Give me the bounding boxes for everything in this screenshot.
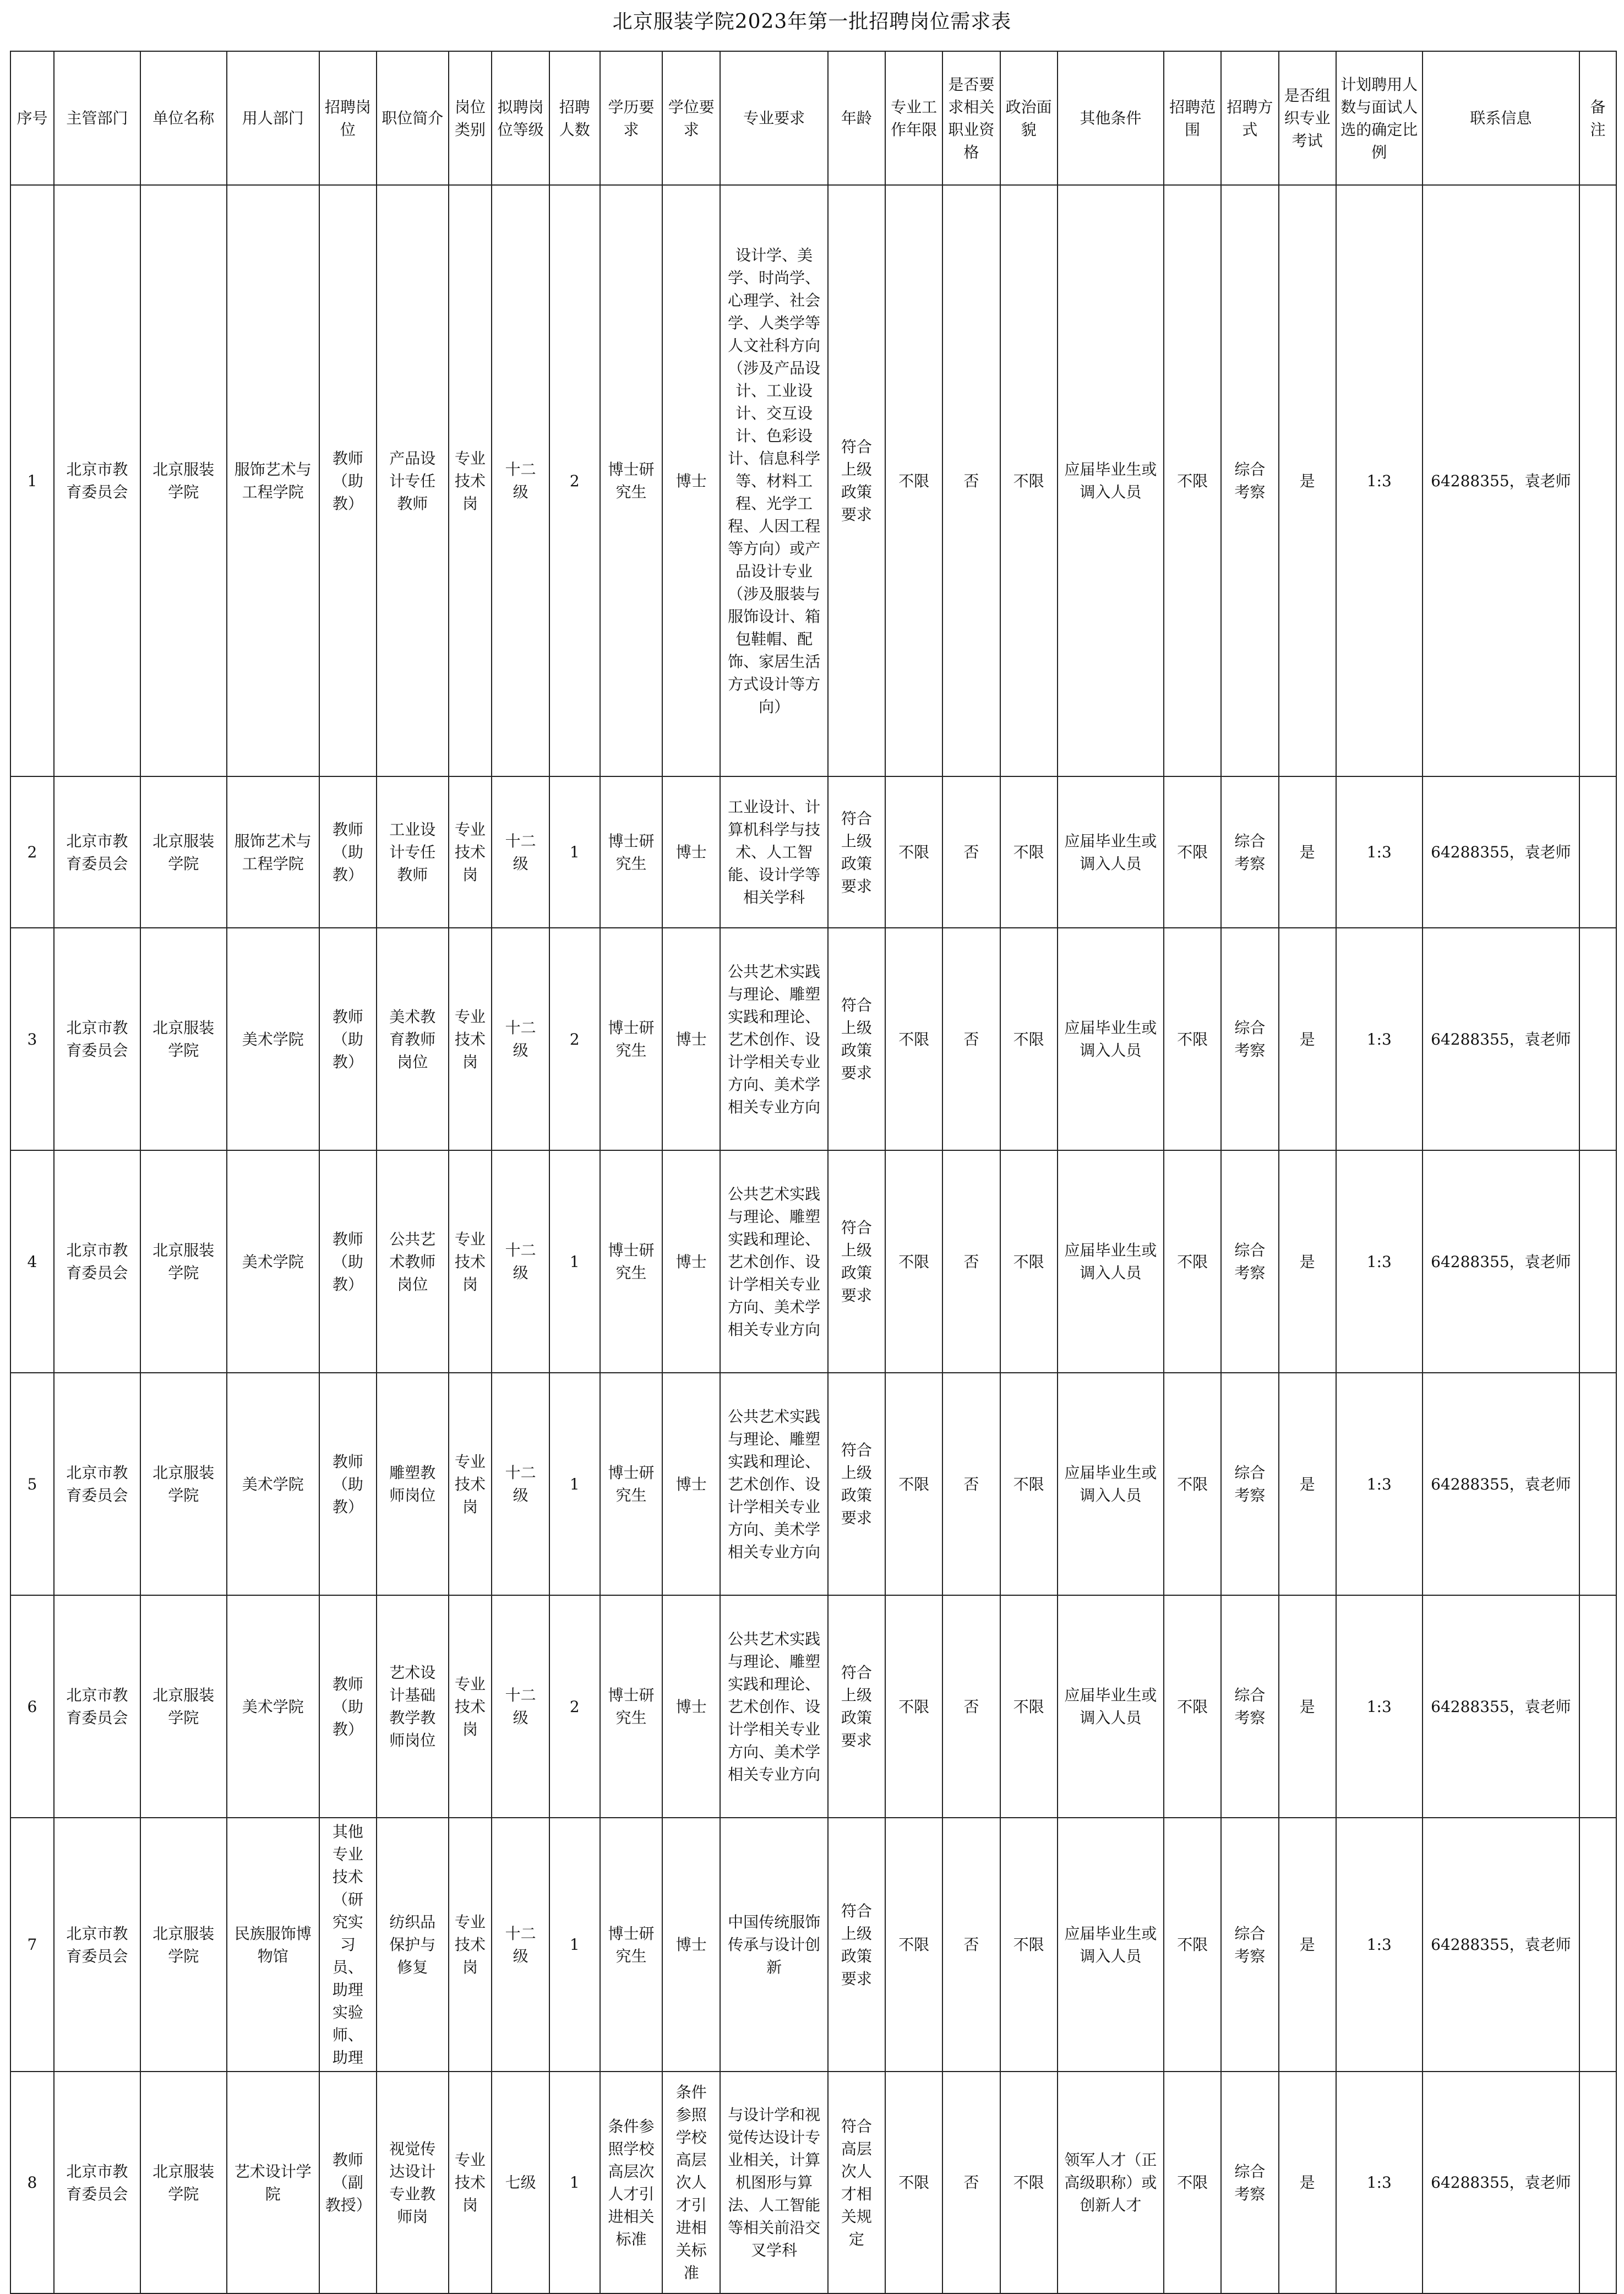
col-header: 备注	[1579, 51, 1616, 185]
cell-level: 十二级	[492, 185, 549, 776]
cell-qualification: 否	[942, 776, 1000, 928]
cell-user-dept: 民族服饰博物馆	[227, 1818, 319, 2072]
cell-note	[1579, 1373, 1616, 1595]
cell-position: 教师（助教）	[319, 1150, 377, 1373]
col-header: 学位要求	[662, 51, 720, 185]
cell-method: 综合考察	[1221, 1595, 1278, 1818]
cell-user-dept: 服饰艺术与工程学院	[227, 185, 319, 776]
cell-level: 十二级	[492, 928, 549, 1150]
cell-political: 不限	[1000, 2072, 1058, 2293]
col-header: 学历要求	[600, 51, 662, 185]
cell-education: 博士研究生	[600, 1373, 662, 1595]
col-header: 联系信息	[1423, 51, 1579, 185]
cell-other: 应届毕业生或调入人员	[1058, 1150, 1164, 1373]
cell-dept: 北京市教育委员会	[54, 2072, 140, 2293]
cell-dept: 北京市教育委员会	[54, 1595, 140, 1818]
cell-no: 2	[10, 776, 54, 928]
cell-degree: 博士	[662, 1818, 720, 2072]
cell-qualification: 否	[942, 2072, 1000, 2293]
cell-method: 综合考察	[1221, 185, 1278, 776]
cell-method: 综合考察	[1221, 2072, 1278, 2293]
cell-intro: 纺织品保护与修复	[377, 1818, 449, 2072]
cell-no: 3	[10, 928, 54, 1150]
cell-position: 其他专业技术（研究实习员、助理实验师、助理	[319, 1818, 377, 2072]
cell-intro: 美术教育教师岗位	[377, 928, 449, 1150]
cell-exam: 是	[1279, 1595, 1336, 1818]
cell-political: 不限	[1000, 1150, 1058, 1373]
cell-qualification: 否	[942, 928, 1000, 1150]
cell-count: 2	[549, 928, 600, 1150]
cell-user-dept: 美术学院	[227, 1150, 319, 1373]
cell-scope: 不限	[1164, 1595, 1221, 1818]
cell-contact: 64288355，袁老师	[1423, 185, 1579, 776]
cell-level: 十二级	[492, 1595, 549, 1818]
cell-position: 教师（助教）	[319, 776, 377, 928]
cell-major: 与设计学和视觉传达设计专业相关，计算机图形与算法、人工智能等相关前沿交叉学科	[720, 2072, 827, 2293]
cell-category: 专业技术岗	[449, 1150, 492, 1373]
cell-scope: 不限	[1164, 2072, 1221, 2293]
cell-level: 十二级	[492, 1818, 549, 2072]
cell-major: 设计学、美学、时尚学、心理学、社会学、人类学等人文社科方向（涉及产品设计、工业设计、交互设计、色彩设计、信息科学等、材料工程、光学工程、人因工程等方向）或产品设计专业（涉及服装与服饰设计、箱包鞋帽、配饰、家居生活方式设计等方向）	[720, 185, 827, 776]
cell-dept: 北京市教育委员会	[54, 1150, 140, 1373]
cell-count: 1	[549, 1818, 600, 2072]
cell-years: 不限	[885, 1373, 942, 1595]
cell-age: 符合高层次人才相关规定	[828, 2072, 885, 2293]
cell-political: 不限	[1000, 1595, 1058, 1818]
cell-qualification: 否	[942, 1373, 1000, 1595]
cell-education: 博士研究生	[600, 928, 662, 1150]
cell-degree: 博士	[662, 928, 720, 1150]
cell-ratio: 1:3	[1336, 185, 1423, 776]
cell-exam: 是	[1279, 928, 1336, 1150]
cell-intro: 视觉传达设计专业教师岗	[377, 2072, 449, 2293]
cell-category: 专业技术岗	[449, 185, 492, 776]
cell-dept: 北京市教育委员会	[54, 1373, 140, 1595]
cell-ratio: 1:3	[1336, 1373, 1423, 1595]
cell-level: 十二级	[492, 776, 549, 928]
cell-note	[1579, 2072, 1616, 2293]
cell-dept: 北京市教育委员会	[54, 928, 140, 1150]
table-row	[10, 1595, 1616, 1818]
cell-exam: 是	[1279, 185, 1336, 776]
cell-age: 符合上级政策要求	[828, 776, 885, 928]
cell-scope: 不限	[1164, 1818, 1221, 2072]
cell-category: 专业技术岗	[449, 1818, 492, 2072]
cell-unit: 北京服装学院	[140, 1373, 227, 1595]
cell-years: 不限	[885, 928, 942, 1150]
cell-dept: 北京市教育委员会	[54, 185, 140, 776]
col-header: 专业要求	[720, 51, 827, 185]
table-row	[10, 776, 1616, 928]
cell-note	[1579, 185, 1616, 776]
cell-political: 不限	[1000, 1818, 1058, 2072]
cell-education: 博士研究生	[600, 1150, 662, 1373]
cell-political: 不限	[1000, 1373, 1058, 1595]
cell-unit: 北京服装学院	[140, 1595, 227, 1818]
cell-category: 专业技术岗	[449, 1595, 492, 1818]
col-header: 计划聘用人数与面试人选的确定比例	[1336, 51, 1423, 185]
cell-unit: 北京服装学院	[140, 928, 227, 1150]
cell-exam: 是	[1279, 1818, 1336, 2072]
cell-years: 不限	[885, 2072, 942, 2293]
table-row	[10, 2072, 1616, 2293]
col-header: 单位名称	[140, 51, 227, 185]
cell-note	[1579, 928, 1616, 1150]
cell-years: 不限	[885, 1818, 942, 2072]
cell-method: 综合考察	[1221, 1818, 1278, 2072]
cell-dept: 北京市教育委员会	[54, 1818, 140, 2072]
cell-years: 不限	[885, 776, 942, 928]
cell-exam: 是	[1279, 776, 1336, 928]
recruitment-table	[10, 51, 1617, 2294]
cell-exam: 是	[1279, 1150, 1336, 1373]
col-header: 招聘岗位	[319, 51, 377, 185]
col-header: 年龄	[828, 51, 885, 185]
cell-qualification: 否	[942, 1150, 1000, 1373]
cell-level: 七级	[492, 2072, 549, 2293]
cell-unit: 北京服装学院	[140, 2072, 227, 2293]
col-header: 序号	[10, 51, 54, 185]
cell-age: 符合上级政策要求	[828, 1595, 885, 1818]
cell-degree: 博士	[662, 185, 720, 776]
col-header: 招聘人数	[549, 51, 600, 185]
cell-note	[1579, 776, 1616, 928]
cell-user-dept: 服饰艺术与工程学院	[227, 776, 319, 928]
cell-intro: 产品设计专任教师	[377, 185, 449, 776]
cell-major: 公共艺术实践与理论、雕塑实践和理论、艺术创作、设计学相关专业方向、美术学相关专业方向	[720, 1150, 827, 1373]
col-header: 是否要求相关职业资格	[942, 51, 1000, 185]
table-row	[10, 1150, 1616, 1373]
col-header: 用人部门	[227, 51, 319, 185]
cell-position: 教师（助教）	[319, 1595, 377, 1818]
cell-other: 应届毕业生或调入人员	[1058, 1595, 1164, 1818]
col-header: 其他条件	[1058, 51, 1164, 185]
col-header: 是否组织专业考试	[1279, 51, 1336, 185]
cell-unit: 北京服装学院	[140, 185, 227, 776]
document-title: 北京服装学院2023年第一批招聘岗位需求表	[612, 10, 1012, 33]
cell-contact: 64288355，袁老师	[1423, 1818, 1579, 2072]
cell-contact: 64288355，袁老师	[1423, 1373, 1579, 1595]
cell-method: 综合考察	[1221, 776, 1278, 928]
cell-major: 公共艺术实践与理论、雕塑实践和理论、艺术创作、设计学相关专业方向、美术学相关专业方向	[720, 1595, 827, 1818]
cell-user-dept: 美术学院	[227, 928, 319, 1150]
cell-category: 专业技术岗	[449, 1373, 492, 1595]
cell-note	[1579, 1595, 1616, 1818]
cell-years: 不限	[885, 1150, 942, 1373]
cell-degree: 博士	[662, 1373, 720, 1595]
cell-no: 1	[10, 185, 54, 776]
cell-years: 不限	[885, 185, 942, 776]
cell-education: 博士研究生	[600, 185, 662, 776]
cell-position: 教师（副教授）	[319, 2072, 377, 2293]
cell-qualification: 否	[942, 185, 1000, 776]
cell-unit: 北京服装学院	[140, 1818, 227, 2072]
cell-method: 综合考察	[1221, 1150, 1278, 1373]
cell-age: 符合上级政策要求	[828, 185, 885, 776]
cell-user-dept: 美术学院	[227, 1373, 319, 1595]
cell-other: 应届毕业生或调入人员	[1058, 776, 1164, 928]
cell-user-dept: 美术学院	[227, 1595, 319, 1818]
cell-scope: 不限	[1164, 1373, 1221, 1595]
cell-age: 符合上级政策要求	[828, 1150, 885, 1373]
cell-level: 十二级	[492, 1150, 549, 1373]
cell-level: 十二级	[492, 1373, 549, 1595]
cell-position: 教师（助教）	[319, 1373, 377, 1595]
col-header: 专业工作年限	[885, 51, 942, 185]
cell-age: 符合上级政策要求	[828, 928, 885, 1150]
cell-count: 1	[549, 2072, 600, 2293]
cell-exam: 是	[1279, 2072, 1336, 2293]
cell-ratio: 1:3	[1336, 2072, 1423, 2293]
cell-political: 不限	[1000, 928, 1058, 1150]
cell-note	[1579, 1150, 1616, 1373]
cell-ratio: 1:3	[1336, 1595, 1423, 1818]
cell-intro: 雕塑教师岗位	[377, 1373, 449, 1595]
cell-user-dept: 艺术设计学院	[227, 2072, 319, 2293]
cell-ratio: 1:3	[1336, 928, 1423, 1150]
table-row	[10, 185, 1616, 776]
cell-no: 4	[10, 1150, 54, 1373]
cell-ratio: 1:3	[1336, 1818, 1423, 2072]
cell-count: 2	[549, 185, 600, 776]
cell-no: 7	[10, 1818, 54, 2072]
cell-position: 教师（助教）	[319, 928, 377, 1150]
cell-no: 6	[10, 1595, 54, 1818]
cell-qualification: 否	[942, 1818, 1000, 2072]
cell-exam: 是	[1279, 1373, 1336, 1595]
cell-category: 专业技术岗	[449, 928, 492, 1150]
cell-other: 应届毕业生或调入人员	[1058, 1373, 1164, 1595]
cell-age: 符合上级政策要求	[828, 1818, 885, 2072]
cell-major: 公共艺术实践与理论、雕塑实践和理论、艺术创作、设计学相关专业方向、美术学相关专业方向	[720, 928, 827, 1150]
cell-category: 专业技术岗	[449, 776, 492, 928]
cell-degree: 博士	[662, 1150, 720, 1373]
cell-scope: 不限	[1164, 1150, 1221, 1373]
cell-years: 不限	[885, 1595, 942, 1818]
cell-degree: 博士	[662, 1595, 720, 1818]
cell-dept: 北京市教育委员会	[54, 776, 140, 928]
cell-position: 教师（助教）	[319, 185, 377, 776]
table-row	[10, 1818, 1616, 2072]
cell-contact: 64288355，袁老师	[1423, 928, 1579, 1150]
cell-category: 专业技术岗	[449, 2072, 492, 2293]
cell-unit: 北京服装学院	[140, 776, 227, 928]
cell-ratio: 1:3	[1336, 1150, 1423, 1373]
col-header: 主管部门	[54, 51, 140, 185]
cell-count: 1	[549, 1150, 600, 1373]
cell-major: 中国传统服饰传承与设计创新	[720, 1818, 827, 2072]
cell-unit: 北京服装学院	[140, 1150, 227, 1373]
col-header: 拟聘岗位等级	[492, 51, 549, 185]
col-header: 招聘范围	[1164, 51, 1221, 185]
cell-political: 不限	[1000, 776, 1058, 928]
cell-ratio: 1:3	[1336, 776, 1423, 928]
col-header: 招聘方式	[1221, 51, 1278, 185]
cell-method: 综合考察	[1221, 1373, 1278, 1595]
cell-intro: 工业设计专任教师	[377, 776, 449, 928]
cell-major: 公共艺术实践与理论、雕塑实践和理论、艺术创作、设计学相关专业方向、美术学相关专业方向	[720, 1373, 827, 1595]
cell-scope: 不限	[1164, 928, 1221, 1150]
cell-age: 符合上级政策要求	[828, 1373, 885, 1595]
cell-education: 博士研究生	[600, 1595, 662, 1818]
cell-education: 条件参照学校高层次人才引进相关标准	[600, 2072, 662, 2293]
cell-degree: 博士	[662, 776, 720, 928]
col-header: 职位简介	[377, 51, 449, 185]
cell-education: 博士研究生	[600, 1818, 662, 2072]
cell-intro: 艺术设计基础教学教师岗位	[377, 1595, 449, 1818]
cell-no: 5	[10, 1373, 54, 1595]
header-row	[10, 51, 1616, 185]
cell-education: 博士研究生	[600, 776, 662, 928]
cell-other: 应届毕业生或调入人员	[1058, 1818, 1164, 2072]
cell-degree: 条件参照学校高层次人才引进相关标准	[662, 2072, 720, 2293]
cell-count: 1	[549, 776, 600, 928]
cell-no: 8	[10, 2072, 54, 2293]
cell-intro: 公共艺术教师岗位	[377, 1150, 449, 1373]
cell-other: 领军人才（正高级职称）或创新人才	[1058, 2072, 1164, 2293]
col-header: 政治面貌	[1000, 51, 1058, 185]
table-row	[10, 928, 1616, 1150]
cell-qualification: 否	[942, 1595, 1000, 1818]
cell-scope: 不限	[1164, 776, 1221, 928]
cell-contact: 64288355，袁老师	[1423, 1595, 1579, 1818]
cell-contact: 64288355，袁老师	[1423, 1150, 1579, 1373]
col-header: 岗位类别	[449, 51, 492, 185]
cell-other: 应届毕业生或调入人员	[1058, 928, 1164, 1150]
cell-note	[1579, 1818, 1616, 2072]
cell-contact: 64288355，袁老师	[1423, 776, 1579, 928]
cell-other: 应届毕业生或调入人员	[1058, 185, 1164, 776]
cell-count: 2	[549, 1595, 600, 1818]
cell-method: 综合考察	[1221, 928, 1278, 1150]
cell-major: 工业设计、计算机科学与技术、人工智能、设计学等相关学科	[720, 776, 827, 928]
table-row	[10, 1373, 1616, 1595]
cell-political: 不限	[1000, 185, 1058, 776]
cell-count: 1	[549, 1373, 600, 1595]
cell-contact: 64288355，袁老师	[1423, 2072, 1579, 2293]
cell-scope: 不限	[1164, 185, 1221, 776]
